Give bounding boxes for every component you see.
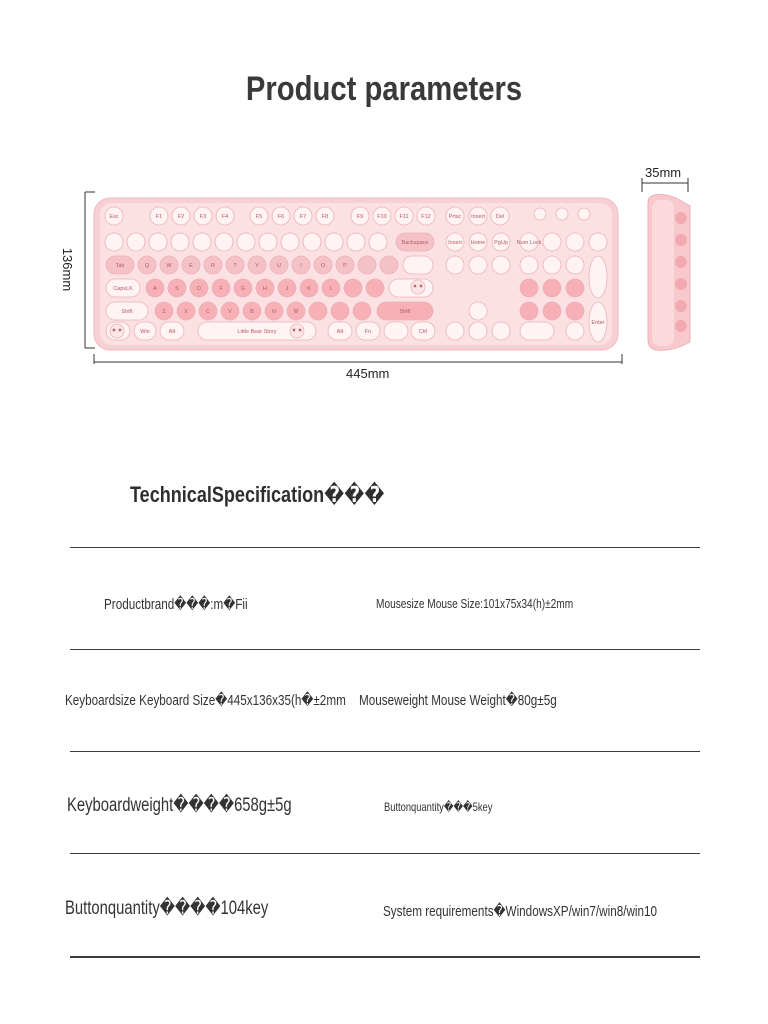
divider — [70, 751, 700, 752]
keycap-label: F1 — [155, 214, 163, 220]
arrow-key — [469, 322, 487, 340]
numpad-key — [543, 302, 561, 320]
keycap-label: S — [175, 286, 179, 292]
punctuation-key — [331, 302, 349, 320]
spec-keyboard-size: Keyboardsize Keyboard Size�445x136x35(h�±2mm — [65, 692, 346, 709]
keycap-label: F8 — [321, 214, 329, 220]
keycap-label: CapsLK — [113, 286, 133, 292]
numpad-key — [543, 256, 561, 274]
keycap-label: O — [320, 263, 326, 269]
keycap-label: F9 — [356, 214, 364, 220]
keycap-label: Esc — [109, 214, 119, 220]
numpad-key — [520, 256, 538, 274]
spec-button-quantity-small: Buttonquantity���5key — [384, 800, 493, 814]
keycap-label: F12 — [421, 214, 431, 220]
keycap-label: Fn — [364, 329, 372, 335]
keycap-label: Enter — [591, 320, 605, 326]
menu-key — [384, 322, 408, 340]
spec-mouse-size: Mousesize Mouse Size:101x75x34(h)±2mm — [376, 596, 574, 611]
keycap-label: C — [206, 309, 210, 315]
spec-system-requirements: System requirements�WindowsXP/win7/win8/win10 — [383, 903, 658, 920]
keycap-label: Insert — [448, 240, 462, 246]
page-title: Product parameters — [245, 70, 523, 108]
keycap-label: F6 — [277, 214, 285, 220]
bear-eye — [293, 329, 296, 332]
arrow-key — [446, 322, 464, 340]
keycap-label: H — [263, 286, 267, 292]
bear-eye — [299, 329, 302, 332]
backslash-key — [403, 256, 433, 274]
keycap-label: Prtsc — [448, 214, 462, 220]
keycap-label: Del — [495, 214, 505, 220]
divider — [70, 956, 700, 958]
keycap-label: E — [189, 263, 193, 269]
number-key — [237, 233, 255, 251]
keycap-label: Little Bear Story — [237, 329, 277, 335]
numpad-key — [566, 256, 584, 274]
keycap-label: Alt — [336, 329, 344, 335]
numpad-key — [520, 302, 538, 320]
bear-eye — [113, 329, 116, 332]
numpad-plus-key — [589, 256, 607, 298]
keycap-label: F4 — [221, 214, 229, 220]
keycap-label: Shift — [399, 309, 411, 315]
number-key — [259, 233, 277, 251]
numpad-key — [589, 233, 607, 251]
number-key — [347, 233, 365, 251]
keycap-label: M — [293, 309, 299, 315]
spec-mouse-weight: Mouseweight Mouse Weight�80g±5g — [359, 692, 557, 709]
keycap-label: Alt — [168, 329, 176, 335]
number-key — [369, 233, 387, 251]
divider — [70, 853, 700, 854]
keyboard-illustration — [0, 0, 768, 400]
keycap-label: F — [219, 286, 223, 292]
numpad-key — [543, 233, 561, 251]
keycap-label: F7 — [299, 214, 307, 220]
keycap-label: W — [166, 263, 172, 269]
keycap-label: D — [197, 286, 201, 292]
keycap-label: G — [240, 286, 246, 292]
keycap-label: F10 — [377, 214, 387, 220]
numpad-key — [566, 233, 584, 251]
bear-face-decoration — [110, 324, 124, 338]
keyboard-side-view — [648, 194, 690, 350]
numpad-zero-key — [520, 322, 554, 340]
indicator-dot — [578, 208, 590, 220]
keycap-label: F2 — [177, 214, 185, 220]
keycap-label: K — [307, 286, 311, 292]
indicator-dot — [556, 208, 568, 220]
number-key — [105, 233, 123, 251]
arrow-key — [492, 322, 510, 340]
keycap-label: Y — [255, 263, 259, 269]
punctuation-key — [309, 302, 327, 320]
keycap-label: Insert — [471, 214, 485, 220]
numpad-key — [543, 279, 561, 297]
keycap-label: Q — [144, 263, 150, 269]
keycap-label: Ctrl — [418, 329, 428, 335]
keycap-label: Z — [162, 309, 166, 315]
keycap-label: A — [153, 286, 157, 292]
bracket-key — [380, 256, 398, 274]
arrow-up-key — [469, 302, 487, 320]
keycap-label: Shift — [121, 309, 133, 315]
keycap-label: N — [272, 309, 276, 315]
keycap-label: F3 — [199, 214, 207, 220]
spec-heading: TechnicalSpecification��� — [130, 482, 385, 507]
numpad-key — [566, 322, 584, 340]
keycap-label: V — [228, 309, 232, 315]
keycap-label: P — [343, 263, 347, 269]
indicator-dot — [534, 208, 546, 220]
number-key — [281, 233, 299, 251]
keycap-label: F5 — [255, 214, 263, 220]
keycap-label: Win — [140, 329, 150, 335]
keycap-label: I — [300, 263, 302, 269]
keycap-label: U — [277, 263, 281, 269]
numpad-key — [566, 302, 584, 320]
punctuation-key — [353, 302, 371, 320]
nav-key — [469, 256, 487, 274]
number-key — [325, 233, 343, 251]
bear-eye — [420, 285, 423, 288]
divider — [70, 547, 700, 548]
nav-key — [492, 256, 510, 274]
number-key — [193, 233, 211, 251]
keycap-label: PgUp — [494, 240, 508, 246]
width-dimension-label: 445mm — [346, 366, 390, 381]
number-key — [149, 233, 167, 251]
keycap-label: X — [184, 309, 188, 315]
keycap-label: Backspace — [401, 240, 429, 246]
keycap-label: F11 — [399, 214, 409, 220]
keycap-label: Num Lock — [516, 240, 542, 246]
nav-key — [446, 256, 464, 274]
bear-eye — [414, 285, 417, 288]
number-key — [127, 233, 145, 251]
spec-keyboard-weight: Keyboardweight����658g±5g — [67, 795, 292, 816]
divider — [70, 649, 700, 650]
spec-brand: Productbrand���:m�Fii — [104, 596, 248, 613]
keycap-label: Tab — [115, 263, 125, 269]
keycap-label: R — [211, 263, 215, 269]
number-key — [171, 233, 189, 251]
depth-dimension-label: 35mm — [645, 165, 682, 180]
numpad-key — [566, 279, 584, 297]
bear-face-decoration — [411, 280, 425, 294]
keycap-label: B — [250, 309, 254, 315]
keycap-label: L — [329, 286, 333, 292]
bear-face-decoration — [290, 324, 304, 338]
number-key — [215, 233, 233, 251]
keycap-label: J — [285, 286, 289, 292]
spec-button-quantity: Buttonquantity����104key — [65, 898, 269, 919]
numpad-key — [520, 279, 538, 297]
height-dimension-label: 136mm — [60, 247, 76, 292]
keycap-label: Home — [470, 240, 486, 246]
keycap-label: T — [233, 263, 237, 269]
bracket-key — [358, 256, 376, 274]
bear-eye — [119, 329, 122, 332]
number-key — [303, 233, 321, 251]
punctuation-key — [366, 279, 384, 297]
punctuation-key — [344, 279, 362, 297]
